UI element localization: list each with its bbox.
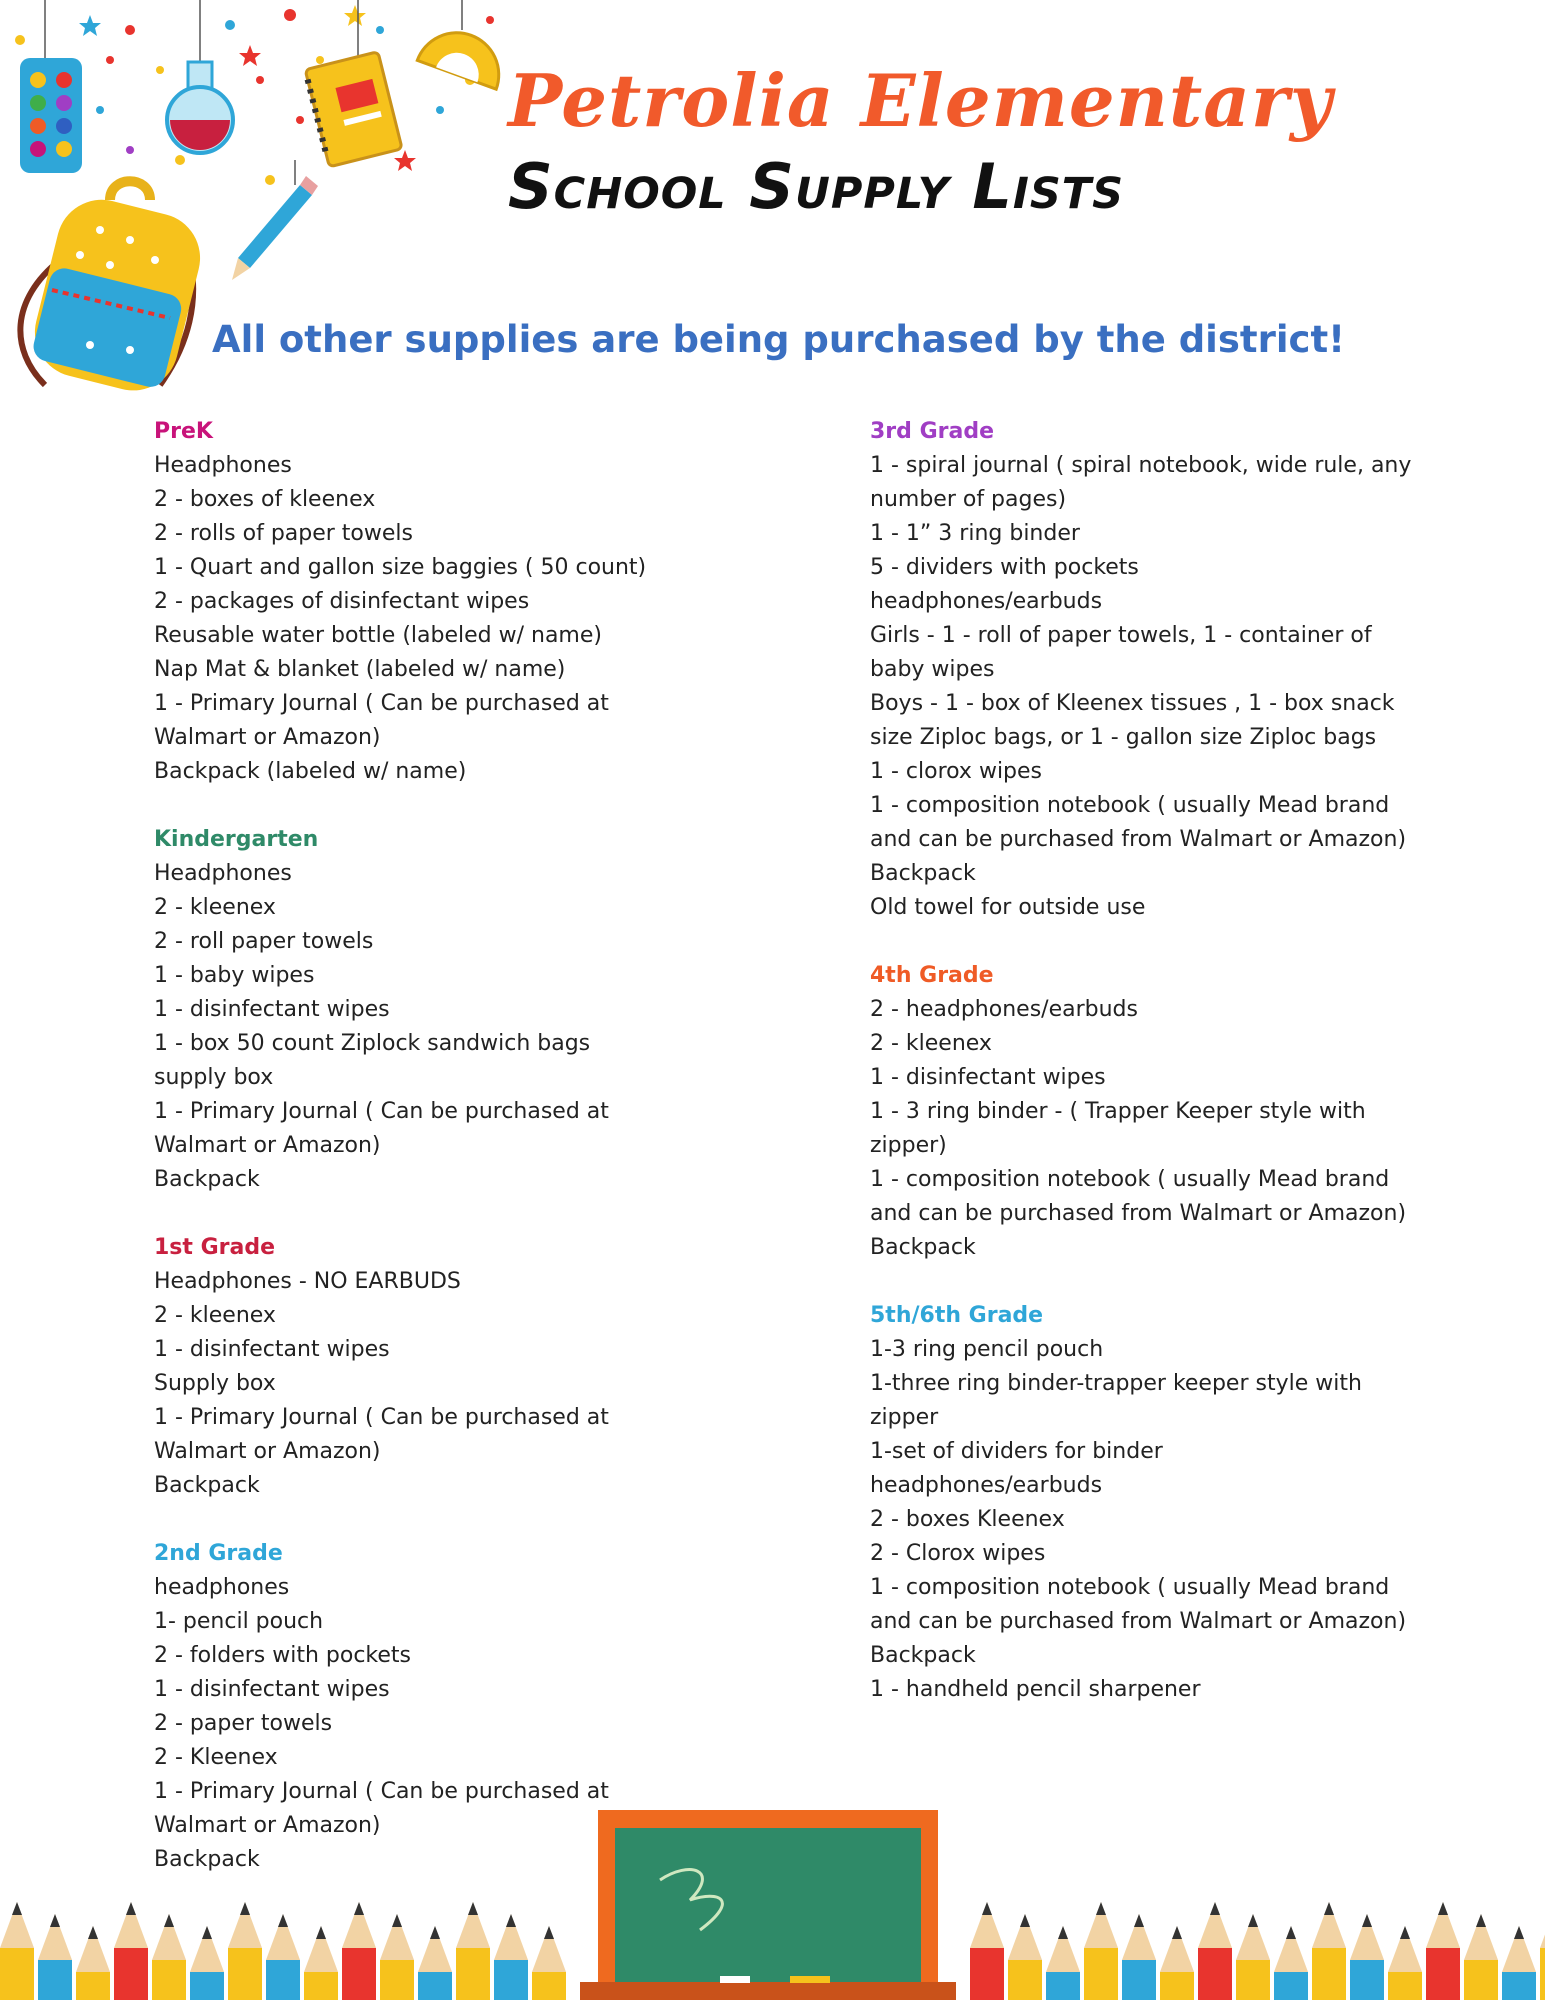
page-subtitle: School Supply Lists [508, 150, 1125, 223]
pencil-border [0, 1800, 1545, 2000]
list-item: and can be purchased from Walmart or Amazon) [870, 1201, 1407, 1226]
list-item: baby wipes [870, 657, 995, 682]
list-item: 1 - Primary Journal ( Can be purchased at [154, 1779, 609, 1804]
list-item: 1 - disinfectant wipes [870, 1065, 1106, 1090]
section-third-grade [870, 415, 1430, 925]
list-item: 1- pencil pouch [154, 1609, 324, 1634]
section-prek [154, 415, 674, 789]
list-item: 2 - roll paper towels [154, 929, 374, 954]
list-item: and can be purchased from Walmart or Amazon) [870, 1609, 1407, 1634]
list-item: Headphones [154, 453, 292, 478]
list-item: 2 - headphones/earbuds [870, 997, 1138, 1022]
list-item: 2 - kleenex [154, 1303, 276, 1328]
section-heading-kindergarten: Kindergarten [154, 827, 319, 852]
supply-list-prek [154, 449, 674, 789]
list-item: 2 - boxes Kleenex [870, 1507, 1065, 1532]
list-item: Walmart or Amazon) [154, 1813, 381, 1838]
list-item: 1 - composition notebook ( usually Mead brand [870, 1575, 1390, 1600]
pencil-icon [232, 176, 318, 280]
list-item: Boys - 1 - box of Kleenex tissues , 1 - box snack [870, 691, 1395, 716]
page-title: Petrolia Elementary [508, 58, 1333, 143]
list-item: and can be purchased from Walmart or Amazon) [870, 827, 1407, 852]
list-item: Headphones [154, 861, 292, 886]
list-item: Walmart or Amazon) [154, 1439, 381, 1464]
list-item: 1-three ring binder-trapper keeper style with [870, 1371, 1362, 1396]
protractor-icon [417, 21, 510, 89]
list-item: 1 - clorox wipes [870, 759, 1043, 784]
list-item: headphones [154, 1575, 290, 1600]
backpack-icon [20, 181, 209, 400]
district-notice: All other supplies are being purchased by the district! [212, 318, 1345, 361]
list-item: number of pages) [870, 487, 1067, 512]
list-item: supply box [154, 1065, 274, 1090]
list-item: 2 - Clorox wipes [870, 1541, 1046, 1566]
supply-list-kindergarten [154, 857, 674, 1197]
list-item: Backpack [870, 861, 976, 886]
chalkboard-icon [580, 1810, 956, 2000]
list-item: 1 - box 50 count Ziplock sandwich bags [154, 1031, 591, 1056]
list-item: 1 - Quart and gallon size baggies ( 50 count) [154, 555, 647, 580]
list-item: 1 - disinfectant wipes [154, 997, 390, 1022]
list-item: Supply box [154, 1371, 276, 1396]
list-item: 2 - paper towels [154, 1711, 333, 1736]
list-item: 1-3 ring pencil pouch [870, 1337, 1104, 1362]
section-fourth-grade [870, 959, 1430, 1265]
section-heading-second-grade: 2nd Grade [154, 1541, 283, 1566]
section-heading-third-grade: 3rd Grade [870, 419, 994, 444]
list-item: Backpack [870, 1643, 976, 1668]
list-item: Nap Mat & blanket (labeled w/ name) [154, 657, 566, 682]
section-heading-prek: PreK [154, 419, 213, 444]
section-fifth-sixth-grade [870, 1299, 1430, 1707]
list-item: 2 - kleenex [154, 895, 276, 920]
list-item: 1 - Primary Journal ( Can be purchased at [154, 691, 609, 716]
flask-icon [167, 62, 233, 153]
list-item: Backpack [154, 1167, 260, 1192]
confetti-icon [15, 5, 494, 185]
list-item: 1 - spiral journal ( spiral notebook, wide rule, any [870, 453, 1412, 478]
list-item: 1 - Primary Journal ( Can be purchased at [154, 1099, 609, 1124]
list-item: Backpack (labeled w/ name) [154, 759, 467, 784]
supply-list-third-grade [870, 449, 1430, 925]
list-item: Walmart or Amazon) [154, 725, 381, 750]
list-item: 2 - Kleenex [154, 1745, 278, 1770]
list-item: 5 - dividers with pockets [870, 555, 1139, 580]
section-first-grade [154, 1231, 674, 1503]
supply-list-first-grade [154, 1265, 674, 1503]
list-item: 2 - boxes of kleenex [154, 487, 376, 512]
supply-list-fourth-grade [870, 993, 1430, 1265]
list-item: Backpack [154, 1847, 260, 1872]
left-column [154, 415, 674, 1911]
notebook-icon [305, 52, 402, 167]
list-item: zipper) [870, 1133, 947, 1158]
paint-palette-icon [20, 58, 82, 173]
list-item: 1 - handheld pencil sharpener [870, 1677, 1201, 1702]
list-item: 2 - kleenex [870, 1031, 992, 1056]
list-item: 1 - disinfectant wipes [154, 1677, 390, 1702]
section-heading-first-grade: 1st Grade [154, 1235, 275, 1260]
list-item: Walmart or Amazon) [154, 1133, 381, 1158]
list-item: headphones/earbuds [870, 589, 1103, 614]
list-item: 1-set of dividers for binder [870, 1439, 1163, 1464]
list-item: 1 - 3 ring binder - ( Trapper Keeper style with [870, 1099, 1366, 1124]
list-item: zipper [870, 1405, 939, 1430]
list-item: 2 - packages of disinfectant wipes [154, 589, 530, 614]
section-kindergarten [154, 823, 674, 1197]
list-item: 1 - composition notebook ( usually Mead brand [870, 1167, 1390, 1192]
list-item: headphones/earbuds [870, 1473, 1103, 1498]
right-column [870, 415, 1430, 1741]
list-item: 2 - rolls of paper towels [154, 521, 413, 546]
list-item: size Ziploc bags, or 1 - gallon size Ziploc bags [870, 725, 1377, 750]
list-item: 1 - disinfectant wipes [154, 1337, 390, 1362]
list-item: Backpack [154, 1473, 260, 1498]
list-item: Backpack [870, 1235, 976, 1260]
list-item: 1 - baby wipes [154, 963, 315, 988]
list-item: Headphones - NO EARBUDS [154, 1269, 461, 1294]
supply-list-fifth-sixth-grade [870, 1333, 1430, 1707]
list-item: Girls - 1 - roll of paper towels, 1 - container of [870, 623, 1372, 648]
list-item: 1 - Primary Journal ( Can be purchased at [154, 1405, 609, 1430]
section-heading-fourth-grade: 4th Grade [870, 963, 994, 988]
list-item: 1 - composition notebook ( usually Mead brand [870, 793, 1390, 818]
list-item: 1 - 1” 3 ring binder [870, 521, 1080, 546]
list-item: 2 - folders with pockets [154, 1643, 412, 1668]
list-item: Old towel for outside use [870, 895, 1146, 920]
list-item: Reusable water bottle (labeled w/ name) [154, 623, 602, 648]
section-heading-fifth-sixth-grade: 5th/6th Grade [870, 1303, 1044, 1328]
